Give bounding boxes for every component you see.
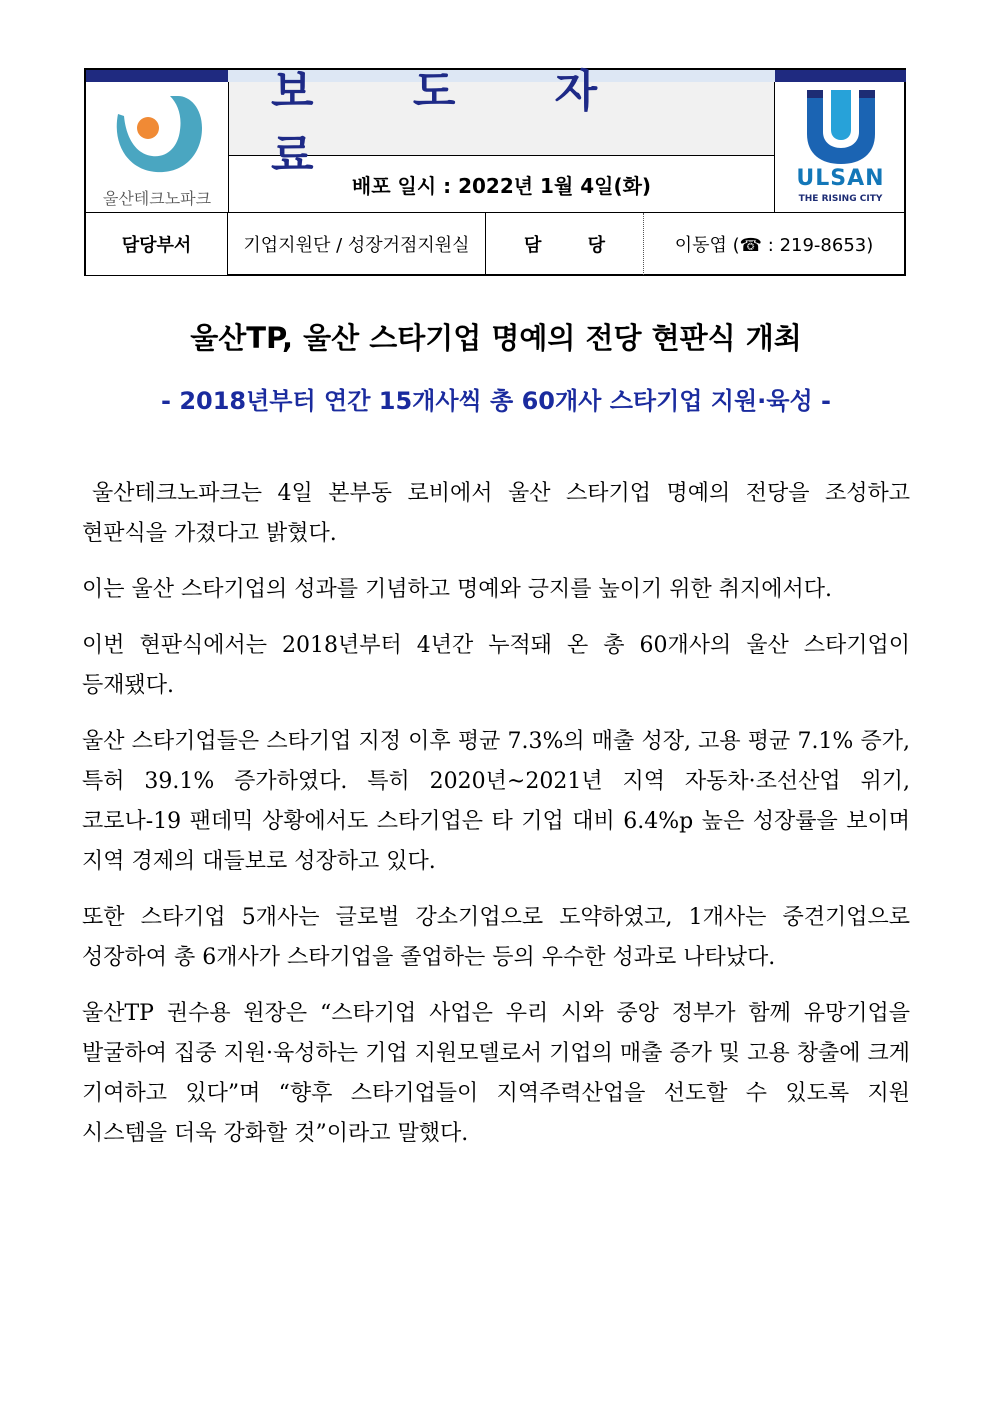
header-navy-bar-left [86, 70, 228, 82]
paragraph: 울산 스타기업들은 스타기업 지정 이후 평균 7.3%의 매출 성장, 고용 평균 7.1% 증가, 특허 39.1% 증가하였다. 특히 2020년~2021년 지역 자동차·조선산업 위기, 코로나-19 팬데믹 상황에서도 스타기업은 타 기업 대비 6.4%p 높은 성장률을 보이며 지역 경제의 대들보로 성장하고 있다. [82, 729, 910, 874]
paragraph: 울산테크노파크는 4일 본부동 로비에서 울산 스타기업 명예의 전당을 조성하고 현판식을 가졌다고 밝혔다. [82, 481, 910, 546]
dept-label: 담당부서 [86, 213, 228, 275]
paragraph: 또한 스타기업 5개사는 글로벌 강소기업으로 도약하였고, 1개사는 중견기업으로 성장하여 총 6개사가 스타기업을 졸업하는 등의 우수한 성과로 나타났다. [82, 905, 910, 970]
paragraph: 이번 현판식에서는 2018년부터 4년간 누적돼 온 총 60개사의 울산 스타기업이 등재됐다. [82, 633, 910, 698]
ulsan-technopark-logo [86, 82, 228, 212]
headline: 울산TP, 울산 스타기업 명예의 전당 현판식 개최 [190, 321, 802, 355]
press-release-title: 보 도 자 료 [228, 82, 775, 156]
ulsan-u-icon [775, 82, 906, 166]
technopark-logo-text: 울산테크노파크 [102, 189, 212, 208]
dept-value: 기업지원단 / 성장거점지원실 [228, 213, 486, 275]
paragraph: 울산TP 권수용 원장은 “스타기업 사업은 우리 시와 중앙 정부가 함께 유망기업을 발굴하여 집중 지원·육성하는 기업 지원모델로서 기업의 매출 증가 및 고용 창출에 크게 기여하고 있다”며 “향후 스타기업들이 지역주력산업을 선도할 수 있도록 지원 시스템을 더욱 강화할 것”이라고 말했다. [82, 1001, 910, 1146]
contact-value: 이동엽 (☎ : 219-8653) [674, 235, 874, 256]
ulsan-logo-word: ULSAN [796, 166, 885, 191]
technopark-emblem-icon [86, 82, 228, 186]
press-release-header [84, 65, 906, 276]
article-body [82, 474, 910, 1170]
contact-label: 담 당 [486, 213, 644, 275]
release-date: 배포 일시 : 2022년 1월 4일(화) [228, 156, 775, 212]
ulsan-logo-tagline: THE RISING CITY [798, 194, 883, 204]
header-navy-bar-right [775, 70, 906, 82]
subheadline: - 2018년부터 연간 15개사씩 총 60개사 스타기업 지원·육성 - [161, 387, 831, 415]
ulsan-city-logo [775, 82, 906, 212]
contact-row [86, 212, 904, 275]
paragraph: 이는 울산 스타기업의 성과를 기념하고 명예와 긍지를 높이기 위한 취지에서다. [82, 577, 832, 602]
